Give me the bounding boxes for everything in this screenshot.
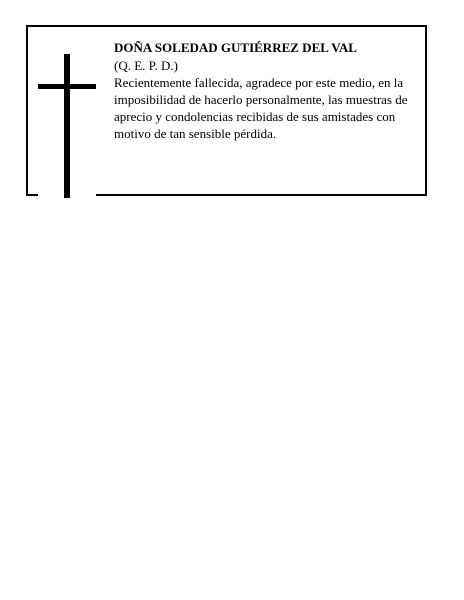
deceased-name: DOÑA SOLEDAD GUTIÉRREZ DEL VAL [114,40,357,55]
notice-message: Recientemente fallecida, agradece por este medio, en la imposibilidad de hacerlo personalmente, las muestras de aprecio y condolencias recibidas de sus amistades con motivo de tan sensible pérdida. [114,75,408,141]
notice-text [114,38,420,142]
qepd-line: (Q. E. P. D.) [114,58,178,73]
cross-horizontal-bar [38,84,96,89]
cross-vertical-bar [64,54,70,198]
